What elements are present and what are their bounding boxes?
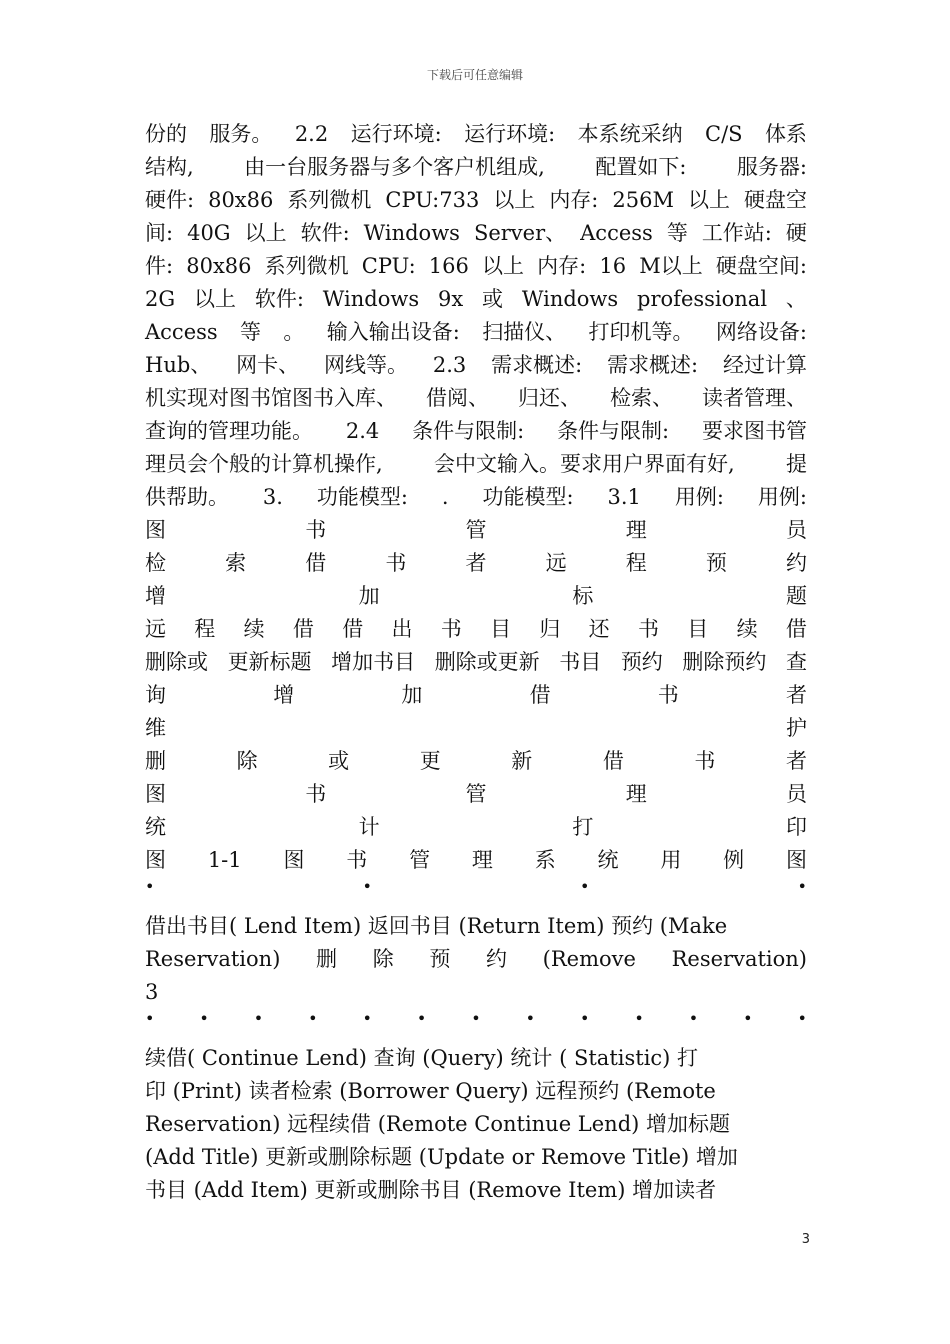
diagram-word: 删 [145,749,166,773]
text-word: 检索、 [610,386,673,410]
diagram-word: 查 [785,650,807,674]
diagram-word: 加 [358,584,380,608]
diagram-row [145,679,807,712]
text-word: 会中文输入。要求用户界面有好, [434,452,735,476]
diagram-word: 借 [602,749,624,773]
text-word: 体系 [764,122,807,146]
diagram-word: 检 [145,551,166,575]
diagram-word: 借 [305,551,327,575]
diagram-word: 目 [687,617,709,641]
text-word: 软件: [254,287,304,311]
diagram-word: 员 [786,518,807,542]
diagram-word: 理 [471,848,493,872]
bullet: • [634,1009,644,1028]
diagram-word: 或 [328,749,350,773]
text-word: 扫描仪、 [482,320,567,344]
diagram-word: 借 [342,617,364,641]
text-word: 要求图书管 [702,419,807,443]
diagram-word: 书目 [559,650,602,674]
text-line [145,382,807,415]
text-word: 2G [145,287,176,311]
text-word: 需求概述: [491,353,583,377]
diagram-word: 增加书目 [331,650,416,674]
text-word: 40G [187,221,231,245]
text-line [145,151,807,184]
diagram-word: 续 [243,617,265,641]
diagram-word: 增 [145,584,166,608]
text-word: 等 [666,221,688,245]
text-word: 内存: [549,188,599,212]
diagram-word: 程 [194,617,216,641]
diagram-word: 删除或 [145,650,208,674]
text-word: Windows [363,221,460,245]
text-word: 。 [283,320,305,344]
diagram-word: 更 [419,749,441,773]
text-word: (Remove [542,947,636,971]
page-header: 下载后可任意编辑 [426,68,523,82]
bullet: • [743,1009,753,1028]
diagram-word: 新 [511,749,533,773]
text-word: Access [145,320,218,344]
diagram-word: 出 [391,617,413,641]
text-word: 服务器: [736,155,807,179]
diagram-word: 增 [273,683,295,707]
diagram-word: 书 [385,551,407,575]
text-line [145,118,807,151]
bullet: • [308,1009,318,1028]
diagram-word: 者 [785,683,807,707]
diagram-word: 管 [409,848,431,872]
text-word: 除 [372,947,394,971]
text-word: 配置如下: [595,155,687,179]
text-word: Windows [322,287,420,311]
bullet: • [199,1009,209,1028]
diagram-row [145,745,807,778]
diagram-word: 图 [283,848,305,872]
bullet: • [362,1009,372,1028]
text-word: 归还、 [518,386,581,410]
diagram-word: 图 [145,848,166,872]
text-word: Windows [521,287,619,311]
text-word: 3. [262,485,283,509]
text-word: 打印机等。 [588,320,694,344]
text-word: 间: [145,221,174,245]
text-line [145,184,807,217]
bullet: • [416,1009,427,1028]
list-line: (Add Title) 更新或删除标题 (Update or Remove Title) 增加 [145,1145,738,1169]
text-word: 系列微机 [264,254,349,278]
text-word: 工作站: [701,221,772,245]
text-line [145,283,807,316]
diagram-word: 续 [736,617,758,641]
document-body [145,118,807,1207]
diagram-word: 系 [534,848,556,872]
diagram-row [145,580,807,613]
text-word: M以上 [639,254,703,278]
text-word: 2.3 [432,353,467,377]
diagram-word: 护 [786,716,807,740]
text-word: CPU: [361,254,416,278]
diagram-word: 理 [625,782,647,806]
diagram-word: 除 [236,749,258,773]
diagram-word: 约 [786,551,807,575]
text-line [145,415,807,448]
text-word: . [441,485,449,509]
text-word: Access [580,221,653,245]
bullet: • [525,1009,536,1028]
text-word: 软件: [300,221,350,245]
diagram-word: 书 [440,617,462,641]
text-word: 网卡、 [236,353,300,377]
text-word: 2.2 [294,122,329,146]
bullet: • [471,1009,481,1028]
text-word: 借阅、 [426,386,489,410]
diagram-word: 程 [625,551,647,575]
diagram-word: 询 [145,683,166,707]
diagram-word: 书 [305,518,327,542]
text-word: 输入输出设备: [326,320,460,344]
text-word: 由一台服务器与多个客户机组成, [244,155,545,179]
diagram-row [145,712,807,745]
bullet: • [362,877,372,896]
diagram-word: 统 [597,848,619,872]
text-word: 运行环境: [464,122,556,146]
list-line: 书目 (Add Item) 更新或删除书目 (Remove Item) 增加读者 [145,1178,717,1202]
text-word: 服务。 [209,122,273,146]
text-word: CPU:733 [385,188,480,212]
diagram-word: 书 [637,617,659,641]
text-word: 硬盘空间: [715,254,807,278]
diagram-word: 统 [145,815,166,839]
diagram-word: 员 [786,782,807,806]
diagram-row [145,778,807,811]
text-word: 结构, [145,155,194,179]
diagram-word: 计 [358,815,380,839]
text-word: Hub、 [145,353,212,377]
diagram-word: 印 [785,815,807,839]
text-word: 用例: [757,485,807,509]
text-word: 以上 [687,188,730,212]
text-word: 、 [785,287,807,311]
text-word: 以上 [482,254,525,278]
text-word: 机实现对图书馆图书入库、 [145,386,397,410]
diagram-word: 预约 [620,650,663,674]
text-word: 256M [612,188,674,212]
text-word: 硬盘空 [743,188,807,212]
bullet: • [797,877,807,896]
text-line [145,316,807,349]
diagram-word: 书 [346,848,368,872]
diagram-word: 书 [305,782,327,806]
bullet: • [688,1009,699,1028]
text-word: 以上 [244,221,287,245]
diagram-word: 书 [694,749,716,773]
text-word: 80x86 [186,254,252,278]
text-word: 网络设备: [715,320,807,344]
text-word: 系列微机 [287,188,372,212]
text-line [145,217,807,250]
diagram-word: 删除预约 [682,650,767,674]
text-word: C/S [705,122,743,146]
diagram-word: 例 [723,848,745,872]
diagram-word: 归 [539,617,561,641]
diagram-word: 1-1 [207,848,242,872]
text-word: 理员会个般的计算机操作, [145,452,383,476]
text-word: 或 [482,287,504,311]
text-word: 条件与限制: [412,419,525,443]
text-word: 条件与限制: [557,419,670,443]
text-word: 功能模型: [482,485,574,509]
text-word: 功能模型: [316,485,408,509]
text-word: 提 [786,452,807,476]
text-word: 需求概述: [607,353,699,377]
text-word: 166 [428,254,469,278]
text-word: professional [637,287,768,311]
diagram-row [145,613,807,646]
text-word: 以上 [194,287,236,311]
bullet: • [253,1009,264,1028]
text-word: 等 [240,320,262,344]
list-line: 借出书目( Lend Item) 返回书目 (Return Item) 预约 (Make [145,914,728,938]
diagram-word: 图 [145,782,166,806]
text-word: 本系统采纳 [577,122,683,146]
diagram-word: 者 [785,749,807,773]
text-word: 运行环境: [350,122,442,146]
diagram-word: 管 [465,782,487,806]
text-line [145,349,807,382]
diagram-word: 管 [465,518,487,542]
text-word: 预 [429,947,451,971]
diagram-row [145,547,807,580]
text-word: Reservation) [671,947,807,971]
diagram-word: 删除或更新 [434,650,540,674]
diagram-row [145,844,807,877]
diagram-word: 借 [529,683,551,707]
diagram-word: 远 [545,551,567,575]
diagram-word: 题 [785,584,807,608]
text-line [145,448,807,481]
text-word: 读者管理、 [702,386,807,410]
text-word: 2.4 [345,419,380,443]
diagram-word: 借 [292,617,314,641]
diagram-word: 加 [401,683,423,707]
list-line: 3 [145,980,159,1004]
diagram-word: 预 [705,551,727,575]
bullet-row [145,1009,807,1042]
text-word: 9x [437,287,464,311]
diagram-word: 图 [785,848,807,872]
diagram-word: 图 [145,518,166,542]
text-word: 查询的管理功能。 [145,419,313,443]
bullet: • [797,1009,807,1028]
diagram-row [145,646,807,679]
diagram-word: 理 [625,518,647,542]
diagram-row [145,811,807,844]
diagram-word: 标 [572,584,594,608]
diagram-word: 者 [465,551,487,575]
text-word: 80x86 [208,188,274,212]
text-word: 硬件: [145,188,195,212]
list-line: 印 (Print) 读者检索 (Borrower Query) 远程预约 (Remote [145,1079,716,1103]
text-word: 用例: [674,485,724,509]
text-word: Reservation) [145,947,281,971]
diagram-word: 还 [588,617,610,641]
text-word: 供帮助。 [145,485,229,509]
list-line [145,943,807,976]
diagram-word: 用 [660,848,682,872]
text-word: 内存: [537,254,587,278]
diagram-word: 书 [657,683,679,707]
diagram-word: 索 [225,551,247,575]
text-word: 以上 [493,188,536,212]
diagram-word: 远 [145,617,166,641]
diagram-word: 维 [145,716,166,740]
text-word: 网线等。 [324,353,408,377]
list-line: Reservation) 远程续借 (Remote Continue Lend) 增加标题 [145,1112,731,1136]
page-number: 3 [801,1232,810,1247]
text-word: 经过计算 [723,353,807,377]
text-line [145,481,807,514]
text-word: 份的 [145,122,187,146]
text-word: 16 [599,254,627,278]
text-word: 约 [486,947,508,971]
bullet: • [145,877,155,896]
bullet: • [580,877,590,896]
bullet: • [145,1009,155,1028]
diagram-word: 打 [572,815,594,839]
bullet: • [580,1009,590,1028]
text-word: Server、 [473,221,567,245]
text-word: 硬 [785,221,807,245]
list-line: 续借( Continue Lend) 查询 (Query) 统计 ( Statistic) 打 [145,1046,699,1070]
diagram-word: 更新标题 [227,650,312,674]
text-word: 删 [316,947,338,971]
text-line [145,250,807,283]
diagram-row [145,514,807,547]
diagram-word: 借 [785,617,807,641]
bullet-row [145,877,807,910]
text-word: 件: [145,254,174,278]
use-case-diagram-text [145,514,807,877]
text-word: 3.1 [607,485,641,509]
diagram-word: 目 [490,617,512,641]
